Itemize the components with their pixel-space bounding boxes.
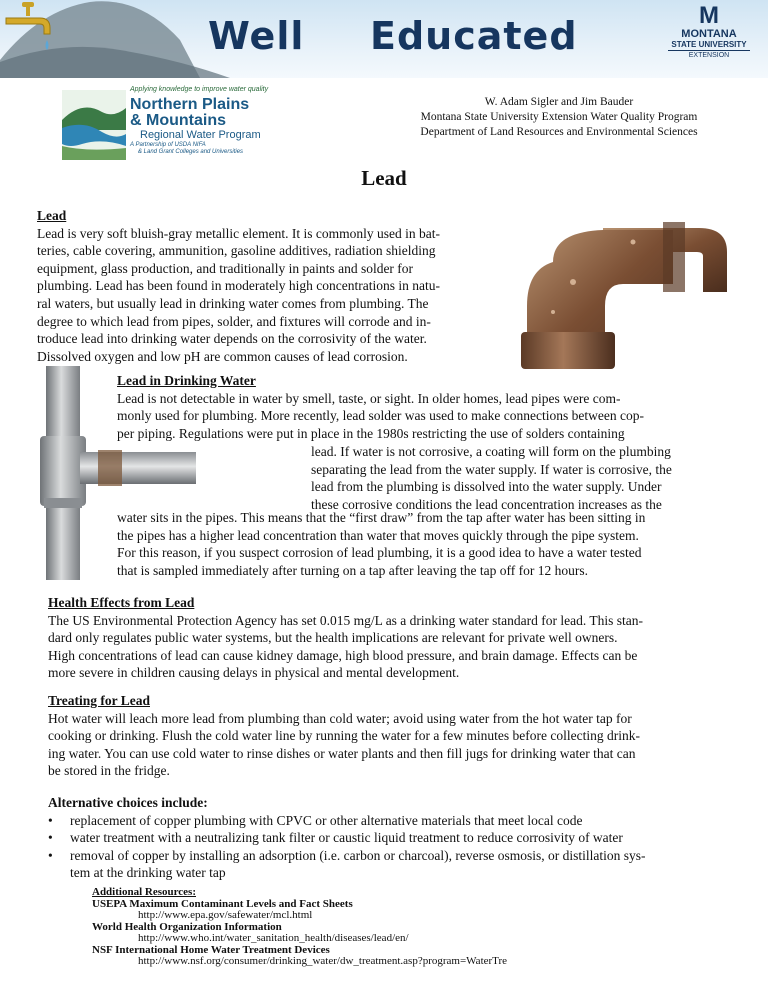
bullet-icon: • — [48, 812, 53, 828]
section-drinking-water-end — [117, 509, 737, 579]
body-line: water sits in the pipes. This means that the “first draw” from the tap after water has been sitting in — [117, 510, 646, 525]
body-line: separating the lead from the water supply. If water is corrosive, the — [311, 461, 672, 477]
section-lead — [37, 207, 517, 365]
body-line: For this reason, if you suspect corrosion of lead plumbing, it is a good idea to have a water tested — [117, 545, 642, 561]
title-well: Well — [208, 14, 305, 58]
additional-resources — [92, 887, 732, 968]
header-banner — [0, 0, 768, 78]
faucet-icon — [0, 0, 56, 60]
body-line: Hot water will leach more lead from plumbing than cold water; avoid using water from the hot water tap for — [48, 710, 632, 726]
resource-link[interactable]: http://www.nsf.org/consumer/drinking_water/dw_treatment.asp?program=WaterTre — [138, 955, 508, 967]
list-item: • removal of copper by installing an adsorption (i.e. carbon or charcoal), reverse osmosis, or distillation sys- tem at the drinking water tap — [48, 847, 646, 881]
body-line: dard only regulates public water systems, but the health implications are relevant for private well owners. — [48, 630, 618, 646]
logo-partnership: A Partnership of USDA NIFA & Land Grant Colleges and Universities — [130, 142, 244, 155]
section-heading: Health Effects from Lead — [48, 595, 195, 610]
msu-name-line2: STATE UNIVERSITY — [671, 40, 747, 49]
body-line: equipment, glass production, and traditionally in paints and solder for — [37, 260, 414, 276]
author-names: W. Adam Sigler and Jim Bauder — [484, 96, 634, 108]
corroded-elbow-pipe-photo — [513, 222, 731, 369]
section-heading: Lead — [37, 208, 67, 223]
body-line: plumbing. Lead has been found in moderately high concentrations in natu- — [37, 278, 441, 294]
body-line: per piping. Regulations were put in place in the 1980s restricting the use of solders containing — [117, 425, 625, 441]
logo-line2: & Mountains — [130, 112, 226, 129]
resource-name: USEPA Maximum Contaminant Levels and Fact Sheets — [92, 897, 353, 910]
resource-name: World Health Organization Information — [92, 920, 282, 933]
author-program: Montana State University Extension Water Quality Program — [420, 111, 698, 123]
msu-name-line1: MONTANA — [681, 28, 737, 40]
msu-name-line3: EXTENSION — [668, 50, 750, 61]
author-block — [400, 95, 718, 140]
body-line: teries, cable covering, ammunition, gasoline additives, radiation shielding — [37, 243, 436, 259]
title-educated: Educated — [370, 14, 578, 58]
body-line: that is sampled immediately after turning on a tap after leaving the tap off for 12 hours. — [117, 562, 588, 578]
logo-line3: Regional Water Program — [140, 129, 261, 141]
resource-name: NSF International Home Water Treatment Devices — [92, 943, 330, 956]
body-line: the pipes has a higher lead concentration than water that moves quickly through the pipe system. — [117, 527, 639, 543]
logo-line1: Northern Plains — [130, 96, 250, 113]
body-line: degree to which lead from pipes, solder, and fixtures will corrode and in- — [37, 313, 431, 329]
body-line: these corrosive conditions the lead concentration increases as the — [311, 496, 662, 512]
body-line: lead from the plumbing is dissolved into the water supply. Under — [311, 479, 662, 495]
section-treating — [48, 692, 748, 780]
body-line: cooking or drinking. Flush the cold water line by running the water for a few minutes before collecting drink- — [48, 728, 640, 744]
body-line: ing water. You can use cold water to rinse dishes or water plants and then fill jugs for drinking water that can — [48, 745, 636, 761]
resource-link[interactable]: http://www.who.int/water_sanitation_health/diseases/lead/en/ — [138, 932, 409, 944]
section-drinking-water — [117, 372, 717, 442]
alternatives-list — [48, 812, 748, 882]
body-line: troduce lead into drinking water depends on the corrosivity of the water. — [37, 331, 427, 347]
regional-water-program-logo — [62, 86, 294, 162]
list-item: • water treatment with a neutralizing tank filter or caustic liquid treatment to reduce corrosivity of water — [48, 830, 623, 846]
body-line: more severe in children causing delays in physical and mental development. — [48, 665, 460, 681]
resources-heading: Additional Resources: — [92, 886, 196, 898]
msu-extension-logo — [654, 4, 764, 61]
section-heading: Alternative choices include: — [48, 795, 208, 810]
section-drinking-water-wrap — [311, 443, 731, 513]
body-line: lead. If water is not corrosive, a coating will form on the plumbing — [311, 444, 671, 459]
bullet-icon: • — [48, 830, 53, 846]
section-heading: Lead in Drinking Water — [117, 373, 256, 388]
body-line: monly used for plumbing. More recently, lead solder was used to make connections between cop- — [117, 408, 644, 424]
body-line: Lead is not detectable in water by smell, taste, or sight. In older homes, lead pipes were com- — [117, 390, 621, 406]
body-line: be stored in the fridge. — [48, 763, 170, 779]
msu-m-mark: M — [699, 2, 719, 29]
landscape-logo-icon — [62, 90, 126, 160]
list-item: • replacement of copper plumbing with CPVC or other alternative materials that meet local code — [48, 812, 583, 828]
author-department: Department of Land Resources and Environmental Sciences — [420, 126, 698, 138]
body-line: ral waters, but usually lead in drinking water comes from plumbing. The — [37, 295, 429, 311]
logo-tagline: Applying knowledge to improve water quality — [130, 86, 269, 93]
section-health-effects — [48, 594, 748, 682]
body-line: The US Environmental Protection Agency has set 0.015 mg/L as a drinking water standard for lead. This stan- — [48, 612, 643, 628]
bullet-icon: • — [48, 847, 53, 863]
page-title: Lead — [361, 166, 407, 190]
section-heading: Treating for Lead — [48, 693, 150, 708]
resource-link[interactable]: http://www.epa.gov/safewater/mcl.html — [138, 909, 313, 921]
body-line: Lead is very soft bluish-gray metallic element. It is commonly used in bat- — [37, 225, 441, 241]
body-line: High concentrations of lead can cause kidney damage, high blood pressure, and brain damage. Effects can be — [48, 647, 638, 663]
body-line: Dissolved oxygen and low pH are common causes of lead corrosion. — [37, 348, 408, 364]
section-alternatives — [48, 794, 748, 882]
